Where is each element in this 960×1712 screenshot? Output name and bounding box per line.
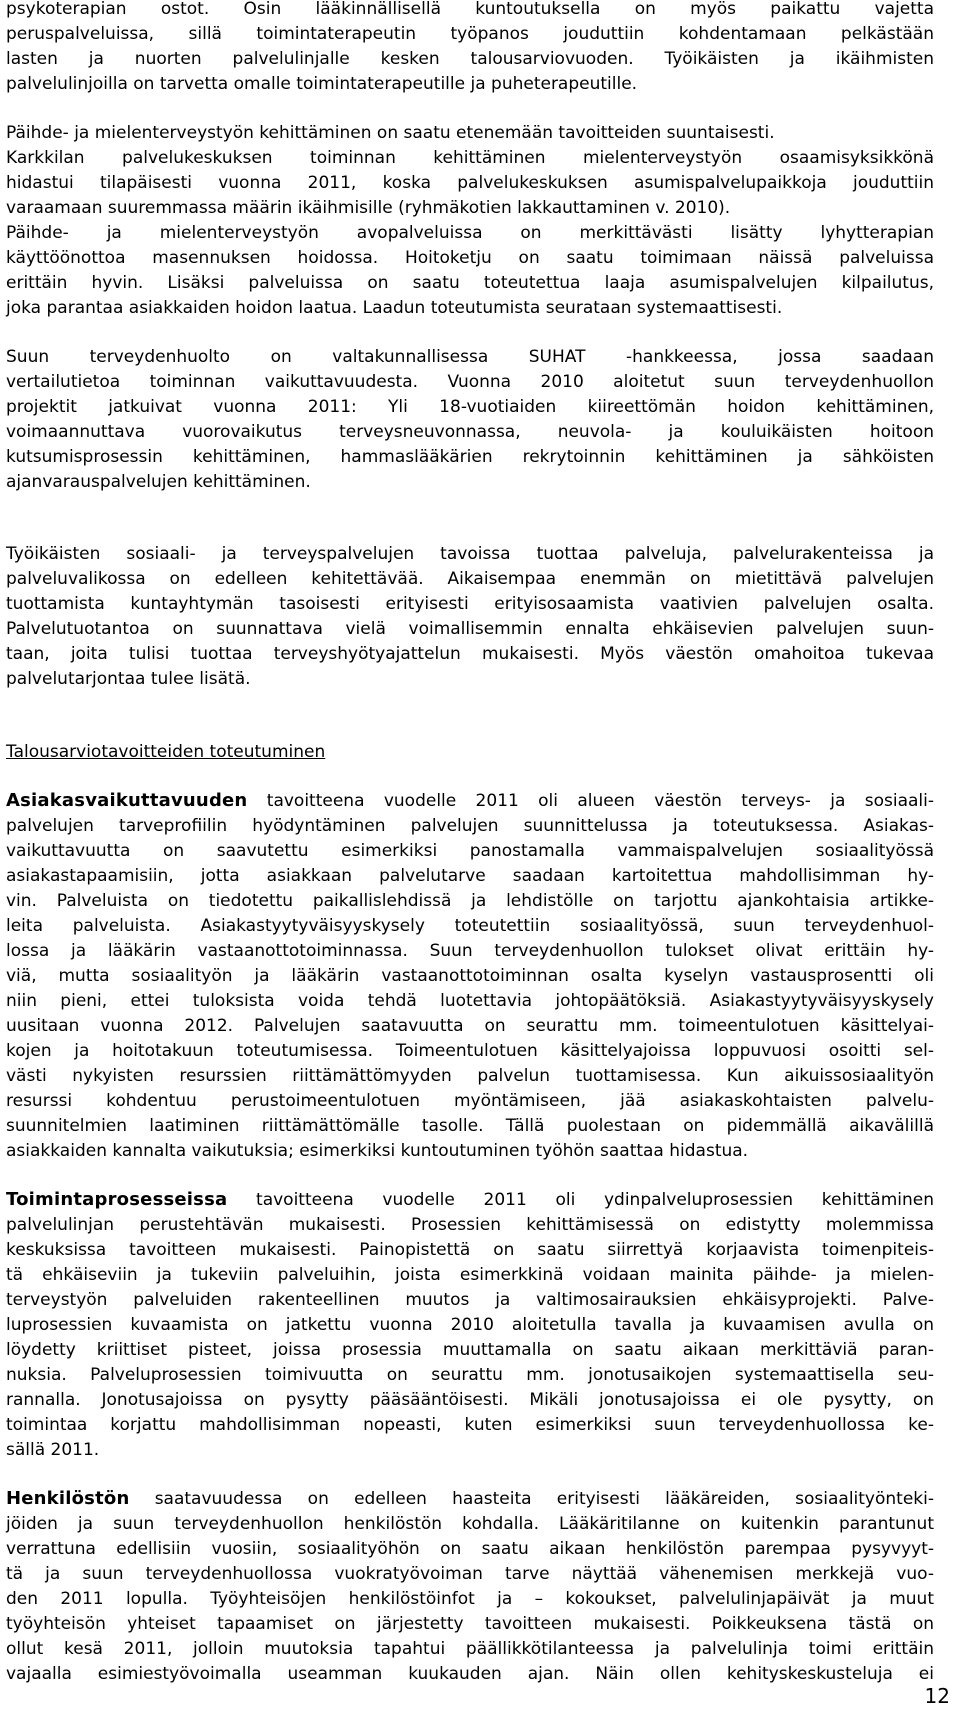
section-heading: Talousarviotavoitteiden toteutuminen (6, 742, 326, 762)
text-line: joka parantaa asiakkaiden hoidon laatua. Laadun toteutumista seurataan systemaattisesti. (6, 298, 783, 318)
text-line (6, 790, 934, 812)
text-line: viä, mutta sosiaalityön ja lääkärin vastaanottotoiminnan osalta kyselyn vastausprosentti oli (6, 966, 934, 986)
text-line: tä ja suun terveydenhuollossa vuokratyövoiman tarve näyttää vähenemisen merkkejä vuo- (6, 1564, 934, 1584)
bold-term: Toimintaprosesseissa (6, 1189, 228, 1210)
text-line: tä ehkäiseviin ja tukeviin palveluihin, joista esimerkkinä voidaan mainita päihde- ja mielen- (6, 1265, 934, 1285)
text-line: kutsumisprosessin kehittäminen, hammaslääkärien rekrytoinnin kehittäminen ja sähköisten (6, 447, 934, 467)
text-line: palvelujen tarveprofiilin hyödyntäminen palvelujen suunnittelussa ja toteutuksessa. Asiakas- (6, 816, 934, 836)
text-line: resurssi kohdentuu perustoimeentulotuen myöntämiseen, jää asiakaskohtaisten palvelu- (6, 1091, 934, 1111)
text-line: työyhteisön yhteiset tapaamiset on järjestetty tavoitteen mukaisesti. Poikkeuksena tästä on (6, 1614, 934, 1634)
text-line: voimaannuttava vuorovaikutus terveysneuvonnassa, neuvola- ja kouluikäisten hoitoon (6, 422, 934, 442)
line-rest: saatavuudessa on edelleen haasteita erityisesti lääkäreiden, sosiaalityönteki- (129, 1489, 934, 1509)
text-line: den 2011 lopulla. Työyhteisöjen henkilöstöinfot ja – kokoukset, palvelulinjapäivät ja muut (6, 1589, 934, 1609)
page-number: 12 (924, 1684, 950, 1708)
text-line: Suun terveydenhuolto on valtakunnallisessa SUHAT -hankkeessa, jossa saadaan (6, 347, 934, 367)
text-line: Päihde- ja mielenterveystyön avopalveluissa on merkittävästi lisätty lyhytterapian (6, 223, 934, 243)
bold-term: Asiakasvaikuttavuuden (6, 790, 248, 811)
text-line: tuottamista kuntayhtymän tasoisesti erityisesti erityisosaamista vaativien palvelujen osalta. (6, 594, 934, 614)
text-line: leita palveluista. Asiakastyytyväisyyskysely toteutettiin sosiaalityössä, suun terveydenhuol- (6, 916, 934, 936)
text-line: niin pieni, ettei tuloksista voida tehdä luotettavia johtopäätöksiä. Asiakastyytyväisyyskysely (6, 991, 934, 1011)
text-line: jöiden ja suun terveydenhuollon henkilöstön kohdalla. Lääkäritilanne on kuitenkin parantunut (6, 1514, 934, 1534)
text-line: palvelulinjoilla on tarvetta omalle toimintaterapeutille ja puheterapeutille. (6, 74, 638, 94)
text-line: västi nykyisten resurssien riittämättömyyden palvelun tuottamisessa. Kun aikuissosiaalityön (6, 1066, 934, 1086)
text-line: löydetty kriittiset pisteet, joissa prosessia muuttamalla on saatu aikaan merkittäviä paran- (6, 1340, 934, 1360)
text-line: käyttöönottoa masennuksen hoidossa. Hoitoketju on saatu toimimaan näissä palveluissa (6, 248, 934, 268)
text-line: toimintaa korjattu mahdollisimman nopeasti, kuten esimerkiksi suun terveydenhuollossa ke- (6, 1415, 934, 1435)
text-line: Päihde- ja mielenterveystyön kehittäminen on saatu etenemään tavoitteiden suuntaisesti. (6, 123, 775, 143)
text-line: rannalla. Jonotusajoissa on pysytty pääsääntöisesti. Mikäli jonotusajoissa ei ole pysytty, on (6, 1390, 934, 1410)
text-line (6, 1189, 934, 1211)
text-line: taan, joita tulisi tuottaa terveyshyötyajattelun mukaisesti. Myös väestön omahoitoa tukevaa (6, 644, 934, 664)
text-line: nuksia. Palveluprosessien toimivuutta on seurattu mm. jonotusaikojen systemaattisella seu- (6, 1365, 934, 1385)
text-line: verrattuna edellisiin vuosiin, sosiaalityöhön on saatu aikaan henkilöstön parempaa pysyvyyt- (6, 1539, 934, 1559)
text-line: psykoterapian ostot. Osin lääkinnällisellä kuntoutuksella on myös paikattu vajetta (6, 0, 934, 19)
text-line: luprosessien kuvaamista on jatkettu vuonna 2010 aloitetulla tavalla ja kuvaamisen avulla on (6, 1315, 934, 1335)
text-line: vin. Palveluista on tiedotettu paikallislehdissä ja lehdistölle on tarjottu ajankohtaisia artikke- (6, 891, 934, 911)
text-line: vajaalla esimiestyövoimalla useamman kuukauden ajan. Näin ollen kehityskeskusteluja ei (6, 1664, 934, 1684)
text-line: palvelutarjontaa tulee lisätä. (6, 669, 251, 689)
text-line: vaikuttavuutta on saavutettu esimerkiksi panostamalla vammaispalvelujen sosiaalityössä (6, 841, 934, 861)
text-line: projektit jatkuivat vuonna 2011: Yli 18-vuotiaiden kiireettömän hoidon kehittäminen, (6, 397, 934, 417)
line-rest: tavoitteena vuodelle 2011 oli ydinpalveluprosessien kehittäminen (227, 1190, 934, 1210)
text-line: asiakastapaamisiin, jotta asiakkaan palvelutarve saadaan kartoitettua mahdollisimman hy- (6, 866, 934, 886)
text-line: lossa ja lääkärin vastaanottotoiminnassa. Suun terveydenhuollon tulokset olivat erittäin hy- (6, 941, 934, 961)
text-line: uusitaan vuonna 2012. Palvelujen saatavuutta on seurattu mm. toimeentulotuen käsittelyai- (6, 1016, 934, 1036)
bold-term: Henkilöstön (6, 1488, 130, 1509)
text-line: suunnitelmien laatiminen riittämättömälle tasolle. Tällä puolestaan on pidemmällä aikavälillä (6, 1116, 934, 1136)
text-line: palveluvalikossa on edelleen kehitettävää. Aikaisempaa enemmän on mietittävä palvelujen (6, 569, 934, 589)
text-line (6, 1488, 934, 1510)
text-line: asiakkaiden kannalta vaikutuksia; esimerkiksi kuntoutuminen työhön saattaa hidastua. (6, 1141, 749, 1161)
text-line: Palvelutuotantoa on suunnattava vielä voimallisemmin ennalta ehkäisevien palvelujen suun- (6, 619, 934, 639)
text-line: hidastui tilapäisesti vuonna 2011, koska palvelukeskuksen asumispalvelupaikkoja jouduttiin (6, 173, 934, 193)
text-line: ajanvarauspalvelujen kehittäminen. (6, 472, 311, 492)
text-line: peruspalveluissa, sillä toimintaterapeutin työpanos jouduttiin kohdentamaan pelkästään (6, 24, 934, 44)
text-line: ollut kesä 2011, jolloin muutoksia tapahtui päällikkötilanteessa ja palvelulinja toimi erittäin (6, 1639, 934, 1659)
text-line: vertailutietoa toiminnan vaikuttavuudesta. Vuonna 2010 aloitetut suun terveydenhuollon (6, 372, 934, 392)
line-rest: tavoitteena vuodelle 2011 oli alueen väestön terveys- ja sosiaali- (247, 791, 934, 811)
text-line: palvelulinjan perustehtävän mukaisesti. Prosessien kehittämisessä on edistytty molemmissa (6, 1215, 934, 1235)
text-line: keskuksissa tavoitteen mukaisesti. Painopistettä on saatu siirrettyä korjaavista toimenpiteis- (6, 1240, 934, 1260)
text-line: terveystyön palveluiden rakenteellinen muutos ja valtimosairauksien ehkäisyprojekti. Palve- (6, 1290, 934, 1310)
text-line: erittäin hyvin. Lisäksi palveluissa on saatu toteutettua laaja asumispalvelujen kilpailutus, (6, 273, 934, 293)
text-line: varaamaan suuremmassa määrin ikäihmisille (ryhmäkotien lakkauttaminen v. 2010). (6, 198, 731, 218)
text-line: Työikäisten sosiaali- ja terveyspalvelujen tavoissa tuottaa palveluja, palvelurakenteissa ja (6, 544, 934, 564)
text-line: lasten ja nuorten palvelulinjalle kesken talousarviovuoden. Työikäisten ja ikäihmisten (6, 49, 934, 69)
text-line: kojen ja hoitotakuun toteutumisessa. Toimeentulotuen käsittelyajoissa loppuvuosi osoitti sel- (6, 1041, 934, 1061)
text-line: sällä 2011. (6, 1440, 100, 1460)
text-line: Karkkilan palvelukeskuksen toiminnan kehittäminen mielenterveystyön osaamisyksikkönä (6, 148, 934, 168)
